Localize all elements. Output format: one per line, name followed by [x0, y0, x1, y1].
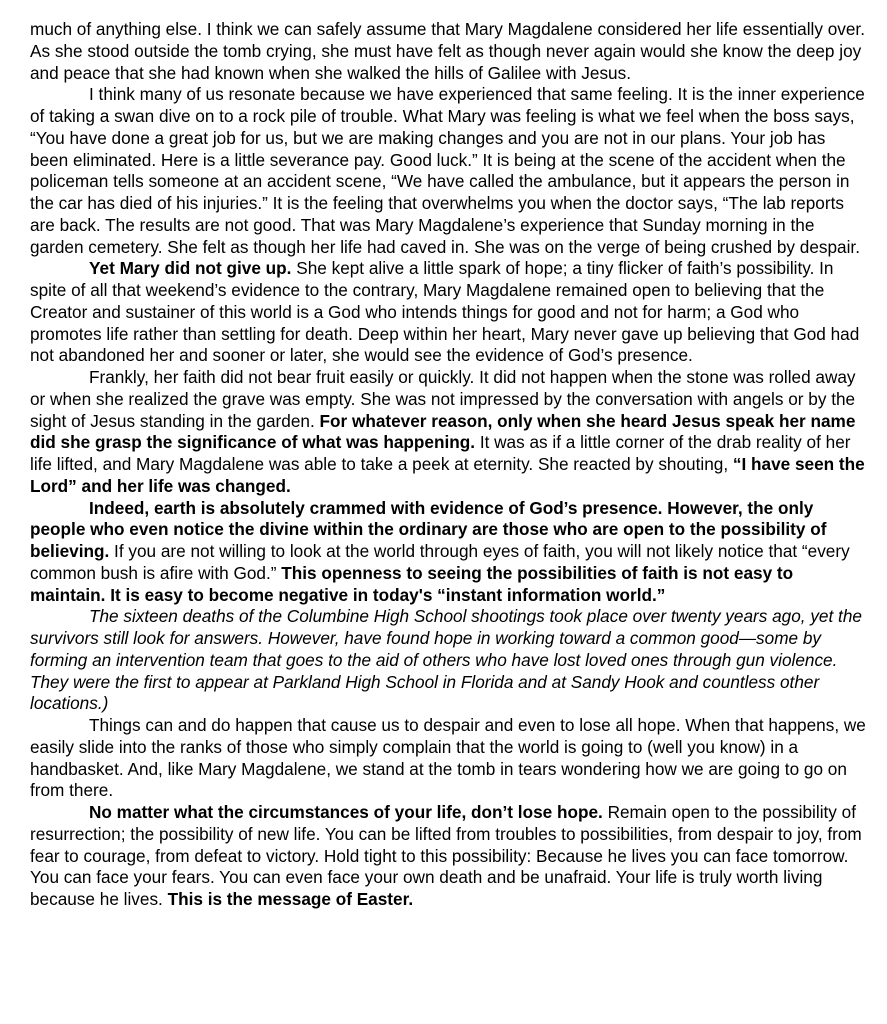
emphasis-text: Yet Mary did not give up.: [89, 258, 292, 279]
paragraph-text: Frankly, her faith did not bear fruit easily or quickly. It did not happen when the stone was rolled away or when she realized the grave was empty. She was not impressed by the conversation with angels or by the sight of Jesus standing in the garden.: [30, 367, 856, 431]
document-body: [30, 19, 866, 911]
paragraph-5: [30, 498, 866, 607]
paragraph-text: The sixteen deaths of the Columbine High School shootings took place over twenty years ago, yet the survivors still look for answers. However, have found hope in working toward a common good—some by forming an intervention team that goes to the aid of others who have lost loved ones through gun violence. They were the first to appear at Parkland High School in Florida and at Sandy Hook and countless other locations.): [30, 606, 862, 714]
paragraph-text: If you are not willing to look at the world through eyes of faith, you will not likely notice that “every common bush is afire with God.”: [30, 541, 850, 583]
paragraph-text: She kept alive a little spark of hope; a tiny flicker of faith’s possibility. In spite of all that weekend’s evidence to the contrary, Mary Magdalene remained open to believing that the Creator and sustainer of this world is a God who intends things for good and not for harm; a God who promotes life rather than settling for death. Deep within her heart, Mary never gave up believing that God had not abandoned her and sooner or later, she would see the evidence of God’s presence.: [30, 258, 860, 366]
emphasis-text: Indeed, earth is absolutely crammed with evidence of God’s presence. However, the only people who even notice the divine within the ordinary are those who are open to the possibility of believing.: [30, 497, 827, 561]
paragraph-4: [30, 367, 866, 498]
emphasis-text: “I have seen the Lord” and her life was changed.: [30, 454, 865, 496]
paragraph-text: Remain open to the possibility of resurrection; the possibility of new life. You can be lifted from troubles to possibilities, from despair to joy, from fear to courage, from defeat to victory. Hold tight to this possibility: Because he lives you can face tomorrow. You can face your fears. You can even face your own death and be unafraid. Your life is truly worth living because he lives.: [30, 802, 862, 909]
paragraph-text: I think many of us resonate because we have experienced that same feeling. It is the inner experience of taking a swan dive on to a rock pile of trouble. What Mary was feeling is what we feel when the boss says, “You have done a great job for us, but we are making changes and you are not in our plans. Your job has been eliminated. Here is a little severance pay. Good luck.” It is being at the scene of the accident when the policeman tells someone at an accident scene, “We have called the ambulance, but it appears the person in the car has died of his injuries.” It is the feeling that overwhelms you when the doctor says, “The lab reports are back. The results are not good. That was Mary Magdalene’s experience that Sunday morning in the garden cemetery. She felt as though her life had caved in. She was on the verge of being crushed by despair.: [30, 84, 865, 257]
paragraph-6-italic: [30, 606, 866, 715]
paragraph-7: [30, 715, 866, 802]
emphasis-text: For whatever reason, only when she heard Jesus speak her name did she grasp the significance of what was happening.: [30, 410, 856, 453]
paragraph-text: much of anything else. I think we can safely assume that Mary Magdalene considered her life essentially over. As she stood outside the tomb crying, she must have felt as though never again would she know the deep joy and peace that she had known when she walked the hills of Galilee with Jesus.: [30, 19, 865, 83]
paragraph-8: [30, 802, 866, 911]
paragraph-3: [30, 258, 866, 367]
paragraph-text: It was as if a little corner of the drab reality of her life lifted, and Mary Magdalene was able to take a peek at eternity. She reacted by shouting,: [30, 432, 851, 474]
emphasis-text: This openness to seeing the possibilities of faith is not easy to maintain. It is easy to become negative in today's “instant information world.”: [30, 562, 794, 605]
paragraph-text: Things can and do happen that cause us to despair and even to lose all hope. When that happens, we easily slide into the ranks of those who simply complain that the world is going to (well you know) in a handbasket. And, like Mary Magdalene, we stand at the tomb in tears wondering how we are going to go on from there.: [30, 715, 866, 801]
paragraph-2: [30, 84, 866, 258]
emphasis-text: No matter what the circumstances of your life, don’t lose hope.: [89, 802, 603, 822]
emphasis-text: This is the message of Easter.: [167, 889, 414, 909]
paragraph-1: [30, 19, 866, 84]
